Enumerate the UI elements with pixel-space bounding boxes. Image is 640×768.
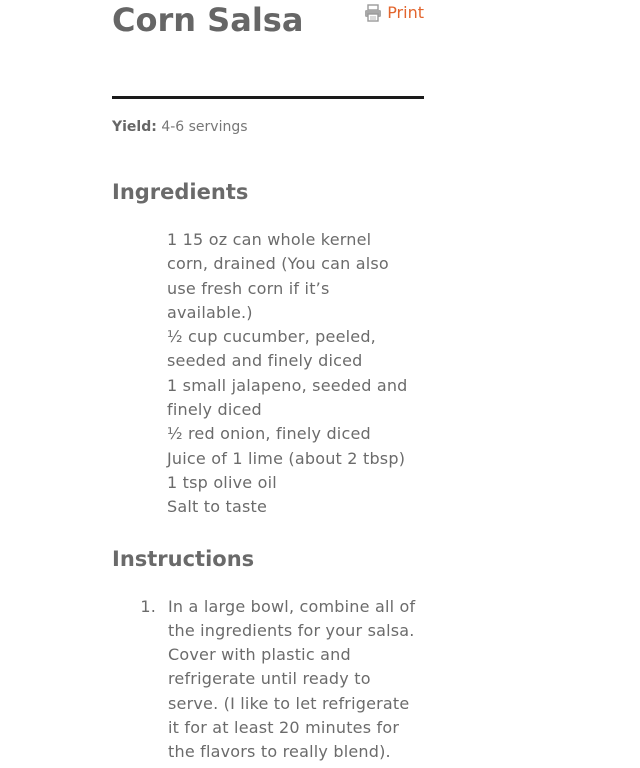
ingredients-heading: Ingredients [112, 180, 249, 204]
instruction-step [112, 595, 424, 765]
ingredient-item: 1 small jalapeno, seeded and finely diced [167, 375, 408, 420]
recipe-header [112, 0, 424, 99]
instructions-heading: Instructions [112, 546, 255, 571]
print-label: Print [387, 3, 424, 22]
ingredients-list [112, 228, 417, 520]
step-text: In a large bowl, combine all of the ingredients for your salsa. Cover with plastic and refrigerate until ready to serve. (I like to let refrigerate it for at least 20 minutes for the flavors to really blend). [168, 596, 416, 762]
print-button[interactable] [364, 2, 424, 24]
step-number: 1. [140, 596, 156, 616]
yield-label: Yield: [112, 119, 157, 135]
printer-icon [364, 4, 382, 22]
ingredient-item: ½ cup cucumber, peeled, seeded and finely diced [167, 327, 376, 371]
ingredient-item: Juice of 1 lime (about 2 tbsp) [167, 448, 406, 468]
yield-value: 4-6 servings [161, 119, 248, 135]
ingredient-item: 1 15 oz can whole kernel corn, drained (You can also use fresh corn if it’s available.) [167, 230, 389, 322]
ingredient-item: ½ red onion, finely diced [167, 424, 371, 444]
recipe-yield [112, 117, 424, 137]
ingredient-item: 1 tsp olive oil [167, 472, 277, 492]
recipe-card [112, 0, 424, 765]
ingredient-item: Salt to taste [167, 497, 268, 517]
instructions-list [112, 595, 424, 765]
recipe-title: Corn Salsa [112, 1, 304, 39]
